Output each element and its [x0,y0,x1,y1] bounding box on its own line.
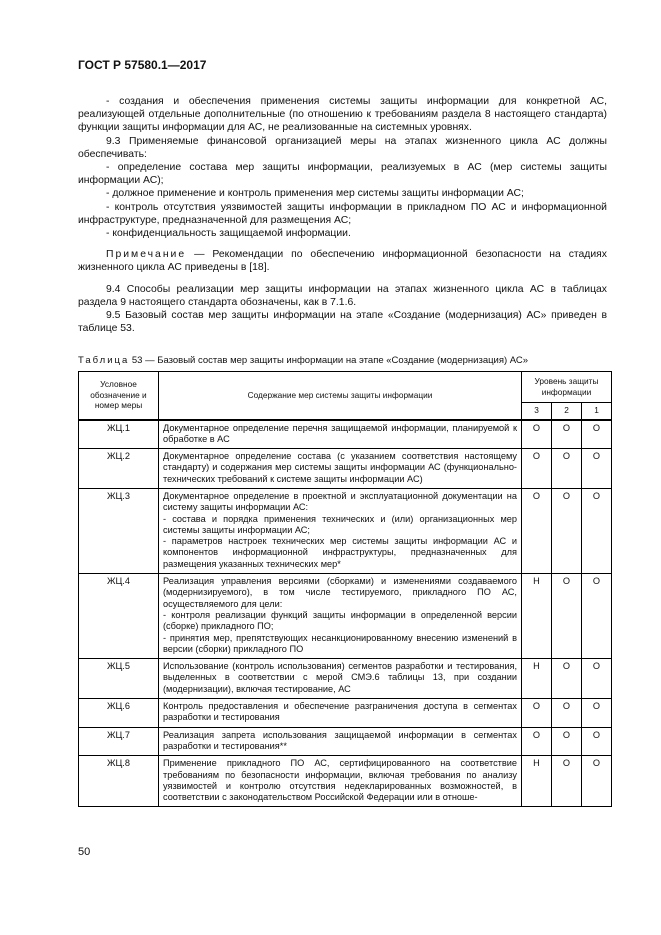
measure-content-line: Документарное определение перечня защищаемой информации, планируемой к обработке в АС [163,422,517,444]
table-body [79,420,612,807]
measure-code: ЖЦ.5 [79,659,159,699]
table-caption-text: 53 — Базовый состав мер защиты информации на этапе «Создание (модернизация) АС» [129,355,529,366]
measure-content [159,449,522,489]
level-1-value: О [582,727,612,756]
table-row [79,659,612,699]
header-level: Уровень защиты информации [522,372,612,403]
table-row [79,574,612,659]
page-number: 50 [78,846,91,858]
measure-code: ЖЦ.7 [79,727,159,756]
measure-content [159,420,522,449]
header-level-2: 2 [552,403,582,420]
header-level-1: 1 [582,403,612,420]
table-row [79,488,612,573]
measure-content-line: Документарное определение в проектной и эксплуатационной документации на систему защиты информации АС: [163,490,517,513]
document-header: ГОСТ Р 57580.1—2017 [78,58,207,72]
table-row [79,699,612,728]
paragraph: - создания и обеспечения применения системы защиты информации для конкретной АС, реализующей отдельные дополнительные (по отношению к требованиям раздела 8 настоящего стандарта) функции защиты информации для АС, не реализованные на системных уровнях. [78,96,607,134]
level-1-value: О [582,420,612,449]
measure-content [159,659,522,699]
level-2-value: О [552,659,582,699]
body-text [78,95,607,335]
level-3-value: О [522,488,552,573]
level-3-value: Н [522,756,552,807]
level-2-value: О [552,727,582,756]
table-caption [78,355,528,366]
level-3-value: О [522,449,552,489]
measures-table [78,371,612,807]
level-2-value: О [552,449,582,489]
note [78,248,607,274]
measure-code: ЖЦ.6 [79,699,159,728]
paragraph: - должное применение и контроль применения мер системы защиты информации АС; [106,188,524,200]
level-3-value: О [522,420,552,449]
level-3-value: О [522,727,552,756]
level-2-value: О [552,699,582,728]
measure-content [159,699,522,728]
paragraph: 9.3 Применяемые финансовой организацией меры на этапах жизненного цикла АС должны обеспечивать: [78,135,607,160]
level-1-value: О [582,449,612,489]
paragraph: 9.5 Базовый состав мер защиты информации на этапе «Создание (модернизация) АС» приведен в таблице 53. [78,310,607,335]
note-label: Примечание [106,249,187,261]
header-code: Условное обозначение и номер меры [79,372,159,420]
measure-content-line: Использование (контроль использования) сегментов разработки и тестирования, выделенных в соответствии с мерой СМЭ.6 таблицы 13, при создании (модернизации), включая тестирование, АС [163,661,517,694]
level-2-value: О [552,420,582,449]
measure-content [159,488,522,573]
level-2-value: О [552,756,582,807]
measure-code: ЖЦ.8 [79,756,159,807]
table-row [79,420,612,449]
measure-code: ЖЦ.4 [79,574,159,659]
level-3-value: О [522,699,552,728]
table-row [79,449,612,489]
paragraph: - конфиденциальность защищаемой информации. [106,228,351,240]
paragraph: 9.4 Способы реализации мер защиты информации на этапах жизненного цикла АС в таблицах раздела 9 настоящего стандарта обозначены, как в 7.1.6. [78,283,607,308]
level-2-value: О [552,488,582,573]
measure-content [159,756,522,807]
measure-content-line: Реализация запрета использования защищаемой информации в сегментах разработки и тестирования** [163,729,517,751]
table-row [79,727,612,756]
header-level-3: 3 [522,403,552,420]
measure-content-line: Применение прикладного ПО АС, сертифицированного на соответствие требованиям по безопасности информации, включая требования по анализу уязвимостей и контролю отсутствия недекларированных возможностей, в соответствии с законодательством Российской Федерации или в отноше- [163,758,517,803]
measure-content-line: Контроль предоставления и обеспечение разграничения доступа в сегментах разработки и тестирования [163,701,517,723]
measure-content-line: Документарное определение состава (с указанием соответствия настоящему стандарту) и содержания мер системы защиты информации АС (функционально-технических требований к системе защиты информации АС) [163,451,517,484]
measure-content-line: - параметров настроек технических мер системы защиты информации АС и компонентов информационной инфраструктуры, предназначенных для размещения указанных технических мер* [163,536,517,569]
level-1-value: О [582,488,612,573]
measure-content [159,727,522,756]
paragraph: - определение состава мер защиты информации, реализуемых в АС (мер системы защиты информации АС); [78,162,607,187]
table-row [79,756,612,807]
measure-content-line: Реализация управления версиями (сборками) и изменениями создаваемого (модернизируемого), в том числе тестируемого, прикладного ПО АС, осуществляемого для цели: [163,576,517,609]
paragraph: - контроль отсутствия уязвимостей защиты информации в прикладном ПО АС и информационной инфраструктуре, предназначенной для размещения АС; [78,201,607,226]
level-3-value: Н [522,659,552,699]
measure-code: ЖЦ.3 [79,488,159,573]
level-1-value: О [582,659,612,699]
measure-code: ЖЦ.2 [79,449,159,489]
level-3-value: Н [522,574,552,659]
measure-content [159,574,522,659]
measure-content-line: - состава и порядка применения технических и (или) организационных мер системы защиты информации АС; [163,513,517,535]
header-content: Содержание мер системы защиты информации [159,372,522,420]
note-text: — Рекомендации по обеспечению информационной безопасности на стадиях жизненного цикла АС приведены в [18]. [78,249,607,274]
level-1-value: О [582,574,612,659]
measure-content-line: - контроля реализации функций защиты информации в определенной версии (сборке) прикладного ПО; [163,609,517,632]
level-1-value: О [582,756,612,807]
measure-code: ЖЦ.1 [79,420,159,449]
measure-content-line: - принятия мер, препятствующих несанкционированному внесению изменений в версии (сборки) прикладного ПО [163,632,517,654]
level-2-value: О [552,574,582,659]
table-caption-label: Таблица [78,355,130,366]
level-1-value: О [582,699,612,728]
